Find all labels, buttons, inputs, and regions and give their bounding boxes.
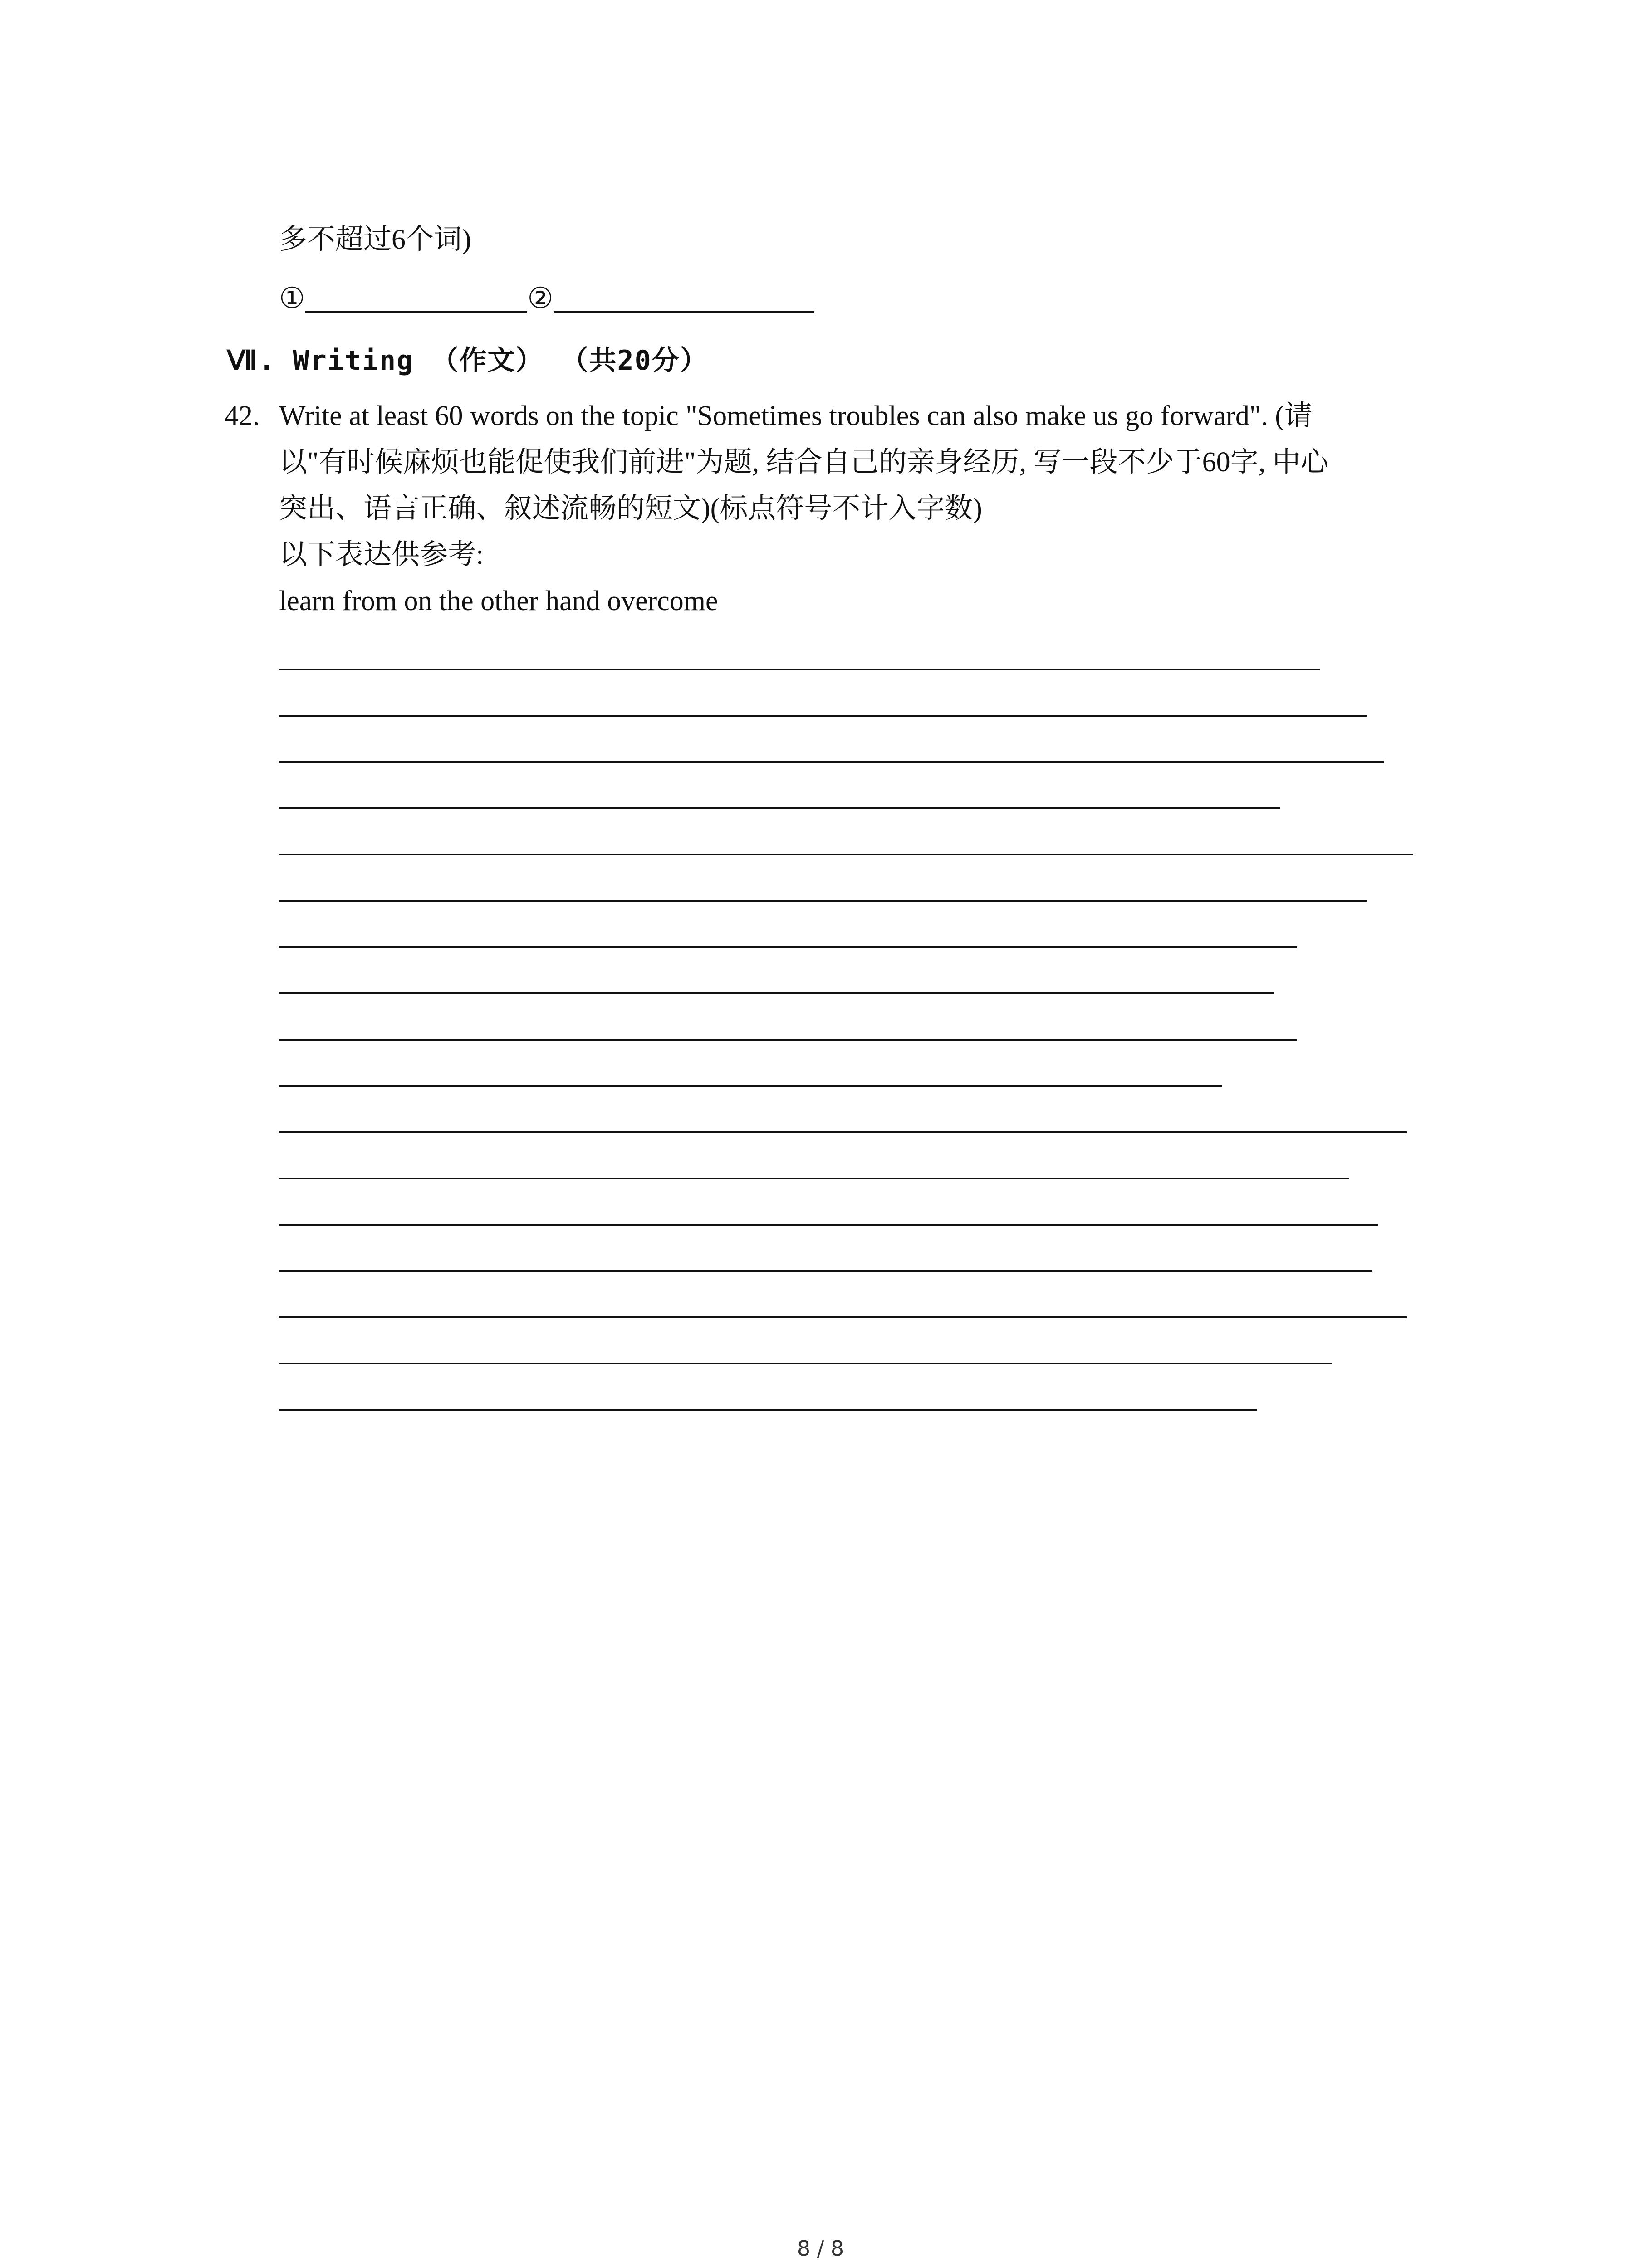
- writing-line[interactable]: [279, 1178, 1349, 1179]
- question-line-3: 突出、语言正确、叙述流畅的短文)(标点符号不计入字数): [279, 493, 982, 524]
- writing-line[interactable]: [279, 1270, 1372, 1272]
- writing-line[interactable]: [279, 992, 1274, 994]
- writing-line[interactable]: [279, 761, 1384, 763]
- writing-line[interactable]: [279, 1224, 1378, 1226]
- writing-line[interactable]: [279, 946, 1297, 948]
- blank-marker-1: ①: [279, 282, 305, 314]
- question-number: 42.: [225, 401, 260, 431]
- writing-question: [225, 393, 1431, 624]
- writing-line[interactable]: [279, 1409, 1257, 1411]
- writing-line[interactable]: [279, 1131, 1407, 1133]
- writing-line[interactable]: [279, 900, 1367, 902]
- question-text: [279, 393, 1431, 624]
- blank-marker-2: ②: [527, 282, 554, 314]
- writing-line[interactable]: [279, 715, 1367, 717]
- writing-line[interactable]: [279, 807, 1280, 809]
- writing-line[interactable]: [279, 1039, 1297, 1041]
- answer-blank-1[interactable]: [305, 279, 527, 313]
- section-heading: Ⅶ. Writing （作文） （共20分）: [227, 345, 708, 376]
- writing-line[interactable]: [279, 1363, 1332, 1364]
- reference-label: 以下表达供参考:: [279, 539, 484, 570]
- writing-line[interactable]: [279, 854, 1413, 855]
- writing-line[interactable]: [279, 1316, 1407, 1318]
- writing-line[interactable]: [279, 1085, 1222, 1087]
- writing-line[interactable]: [279, 669, 1320, 670]
- reference-phrases: learn from on the other hand overcome: [279, 586, 718, 616]
- previous-question-continuation: 多不超过6个词): [279, 224, 471, 255]
- page-number: 8 / 8: [797, 2236, 844, 2261]
- answer-blank-2[interactable]: [554, 279, 814, 313]
- question-line-2: 以"有时候麻烦也能促使我们前进"为题, 结合自己的亲身经历, 写一段不少于60字, 中心: [279, 447, 1329, 478]
- answer-blank-row: [279, 267, 814, 317]
- question-line-1: Write at least 60 words on the topic "Sometimes troubles can also make us go forward". (请: [279, 401, 1313, 431]
